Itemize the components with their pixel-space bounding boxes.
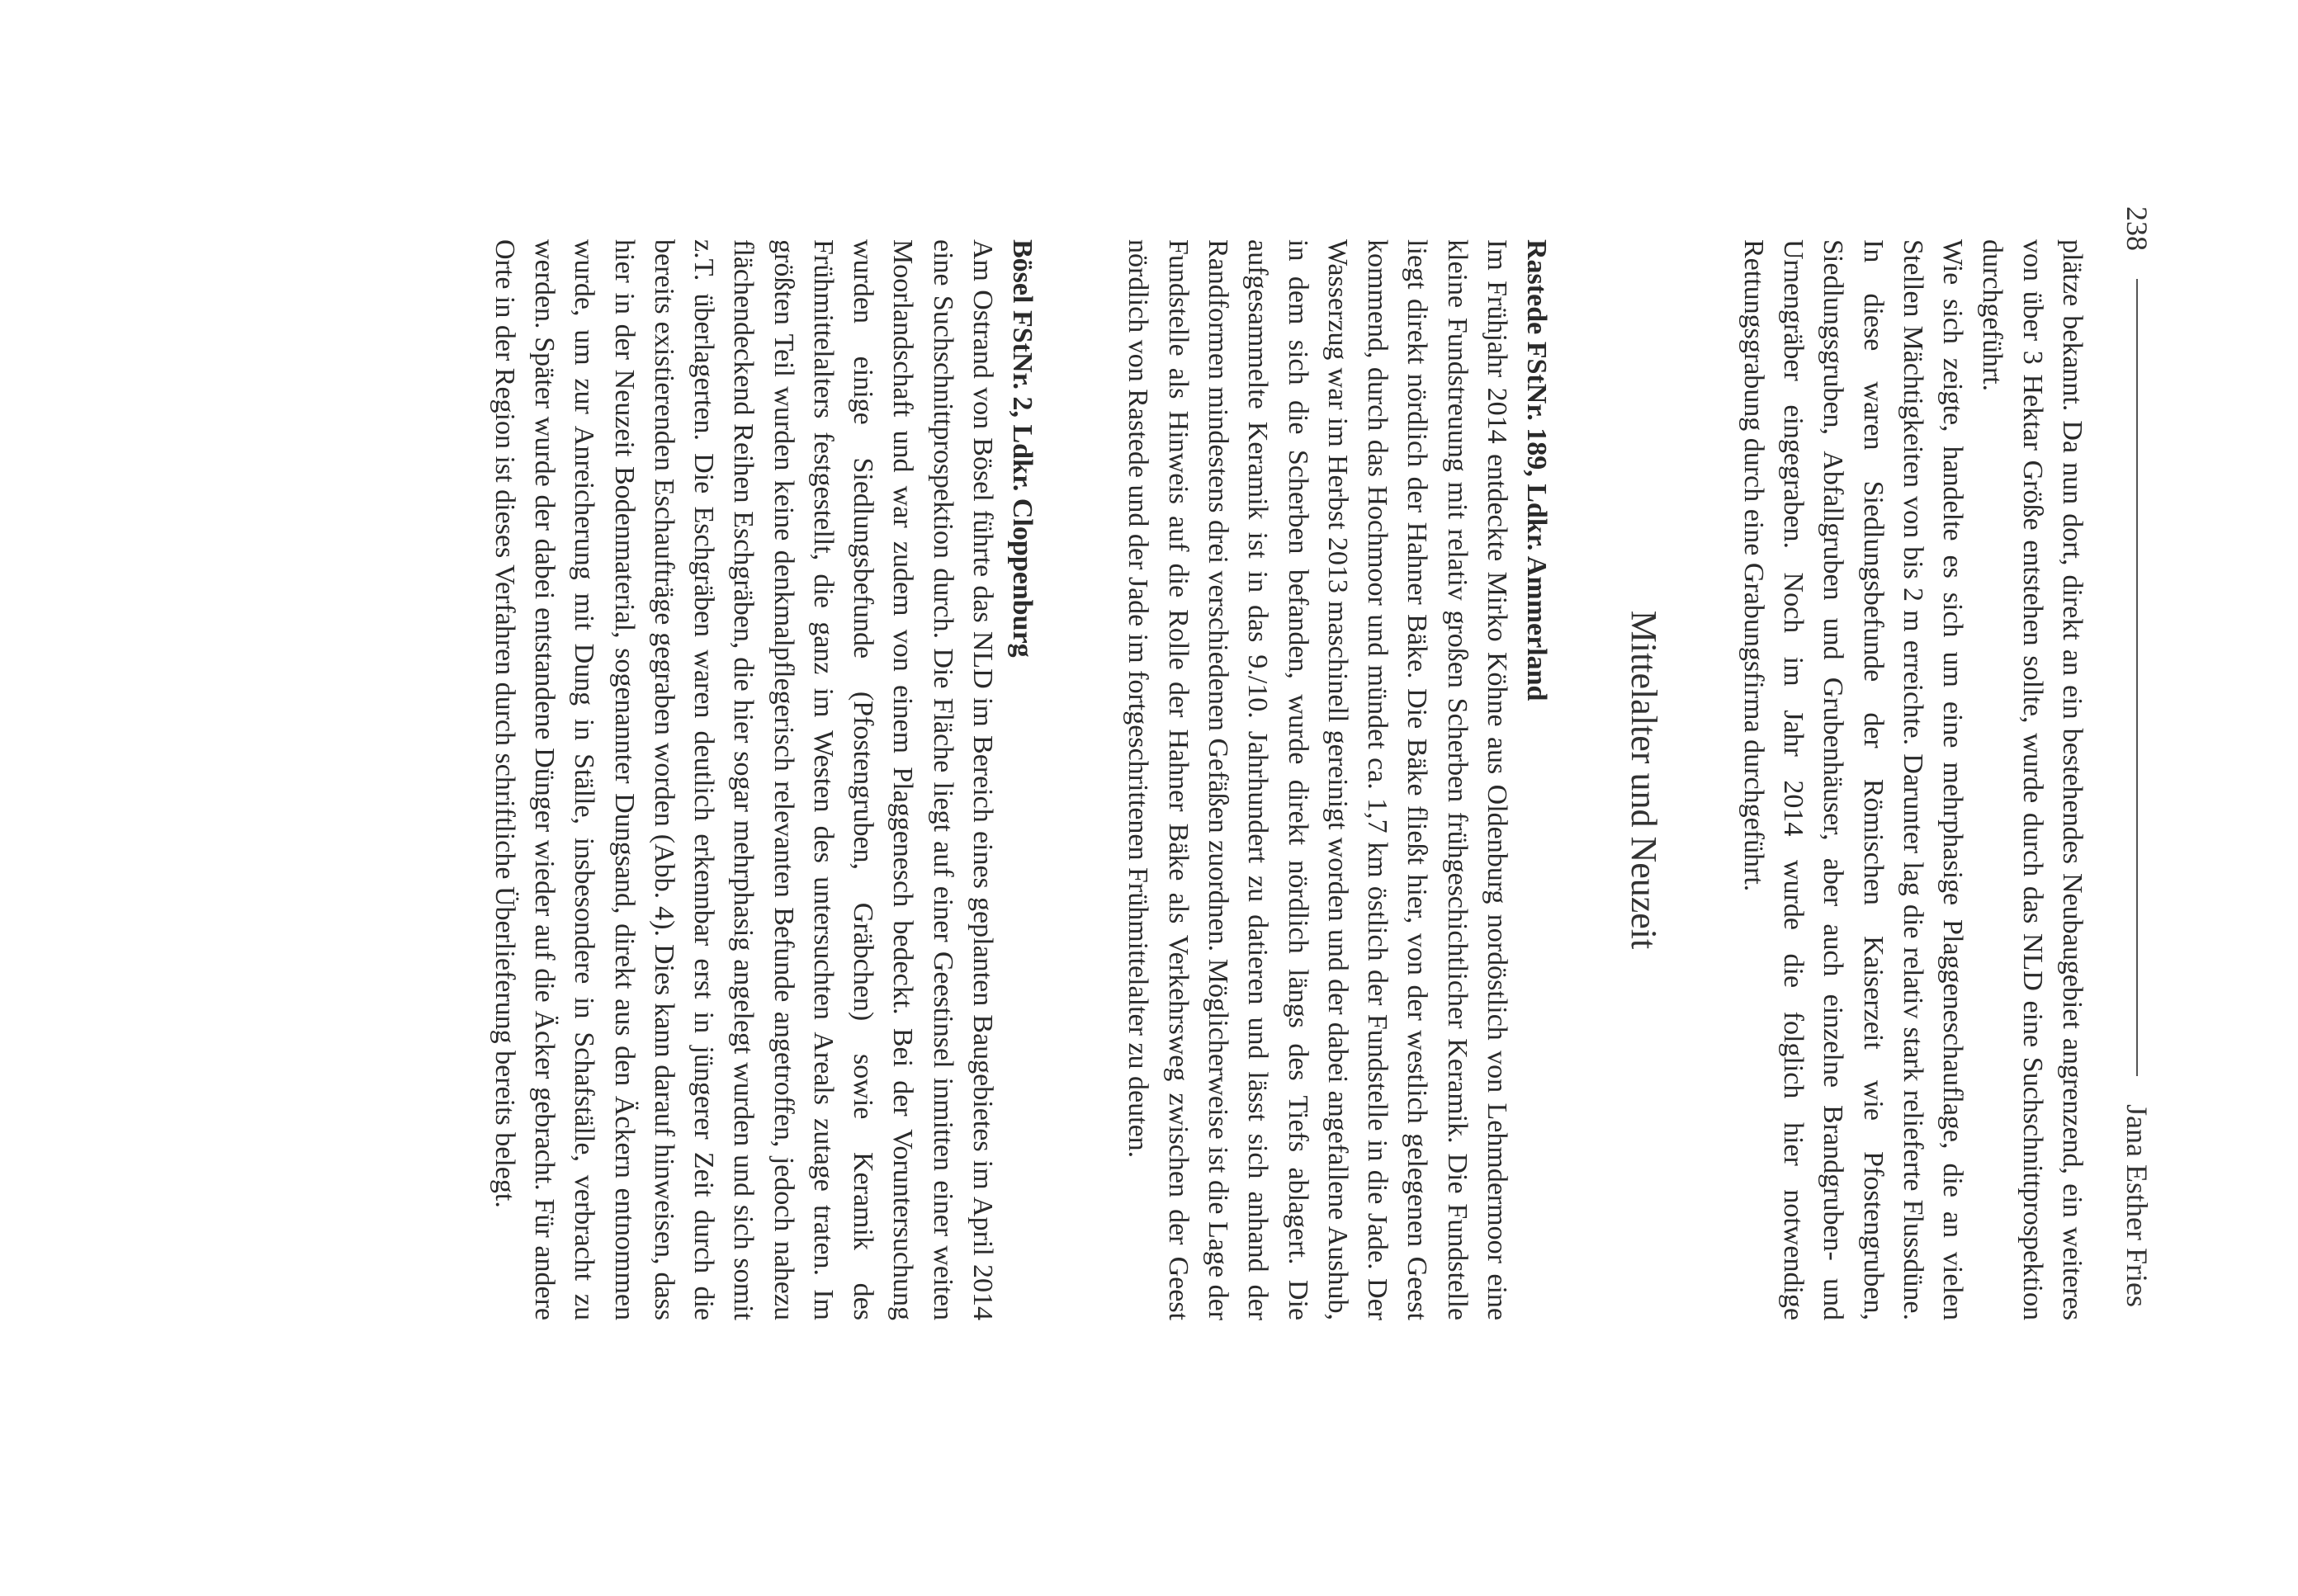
page-body [485, 239, 2092, 1320]
running-head-author: Jana Esther Fries [2121, 1104, 2154, 1307]
rastede-heading: Rastede FStNr. 189, Ldkr. Ammerland [1521, 239, 1553, 701]
page-header [2112, 206, 2162, 1307]
intro-paragraph-1: plätze bekannt. Da nun dort, direkt an ein bestehendes Neubaugebiet angrenzend, ein weiteres von über 3 Hektar Größe entstehen sollte, wurde durch das NLD eine Suchschnittprospektion durchgeführt. [1977, 239, 2088, 1320]
boesel-heading: Bösel FStNr. 2, Ldkr. Cloppenburg [1007, 239, 1038, 658]
boesel-paragraph: Am Ostrand von Bösel führte das NLD im Bereich eines geplanten Baugebietes im April 2014 eine Suchschnittprospektion durch. Die Fläche liegt auf einer Geestinsel inmitten einer weiten Moorlandschaft und war zudem von einem Plaggenesch bedeckt. Bei der Voruntersuchung wurden einige Siedlungsbefunde (Pfostengruben, Gräbchen) sowie Keramik des Frühmittelalters festgestellt, die ganz im Westen des untersuchten Areals zutage traten. Im größten Teil wurden keine denkmalpflegerisch relevanten Befunde angetroffen, jedoch nahezu flächendeckend Reihen Eschgräben, die hier sogar mehrphasig angelegt wurden und sich somit z.T. überlagerten. Die Eschgräben waren deutlich erkennbar erst in jüngerer Zeit durch die bereits existierenden Eschaufträge gegraben worden (Abb. 4). Dies kann darauf hinweisen, dass hier in der Neuzeit Bodenmaterial, sogenannter Dungsand, direkt aus den Äckern entnommen wurde, um zur Anreicherung mit Dung in Ställe, insbesondere in Schafställe, verbracht zu werden. Später wurde der dabei entstandene Dünger wieder auf die Äcker gebracht. Für andere Orte in der Region ist dieses Verfahren durch schriftliche Überlieferung bereits belegt. [489, 239, 998, 1320]
intro-paragraph-2: Wie sich zeigte, handelte es sich um eine mehrphasige Plaggeneschauflage, die an vielen Stellen Mächtigkeiten von bis 2 m erreichte. Darunter lag die relativ stark relieferte Flussdüne. In diese waren Siedlungsbefunde der Römischen Kaiserzeit wie Pfostengruben, Siedlungsgruben, Abfallgruben und Grubenhäuser, aber auch einzelne Brandgruben- und Urnengräber eingegraben. Noch im Jahr 2014 wurde die folglich hier notwendige Rettungsgrabung durch eine Grabungsfirma durchgeführt. [1738, 239, 1969, 1320]
section-heading: Mittelalter und Neuzeit [1623, 610, 1664, 950]
header-rule [2136, 279, 2138, 1076]
page-number: 238 [2121, 206, 2154, 251]
rastede-paragraph: Im Frühjahr 2014 entdeckte Mirko Köhne aus Oldenburg nordöstlich von Lehmdermoor eine kleine Fundstreuung mit relativ großen Scherben frühgeschichtlicher Keramik. Die Fundstelle liegt direkt nördlich der Hahner Bäke. Die Bäke fließt hier, von der westlich gelegenen Geest kommend, durch das Hochmoor und mündet ca. 1,7 km östlich der Fundstelle in die Jade. Der Wasserzug war im Herbst 2013 maschinell gereinigt worden und der dabei angefallene Aushub, in dem sich die Scherben befanden, wurde direkt nördlich längs des Tiefs ablagert. Die aufgesammelte Keramik ist in das 9./10. Jahrhundert zu datieren und lässt sich anhand der Randformen mindestens drei verschiedenen Gefäßen zuordnen. Möglicherweise ist die Lage der Fundstelle als Hinweis auf die Rolle der Hahner Bäke als Verkehrsweg zwischen der Geest nördlich von Rastede und der Jade im fortgeschrittenen Frühmittelalter zu deuten. [1123, 239, 1512, 1320]
